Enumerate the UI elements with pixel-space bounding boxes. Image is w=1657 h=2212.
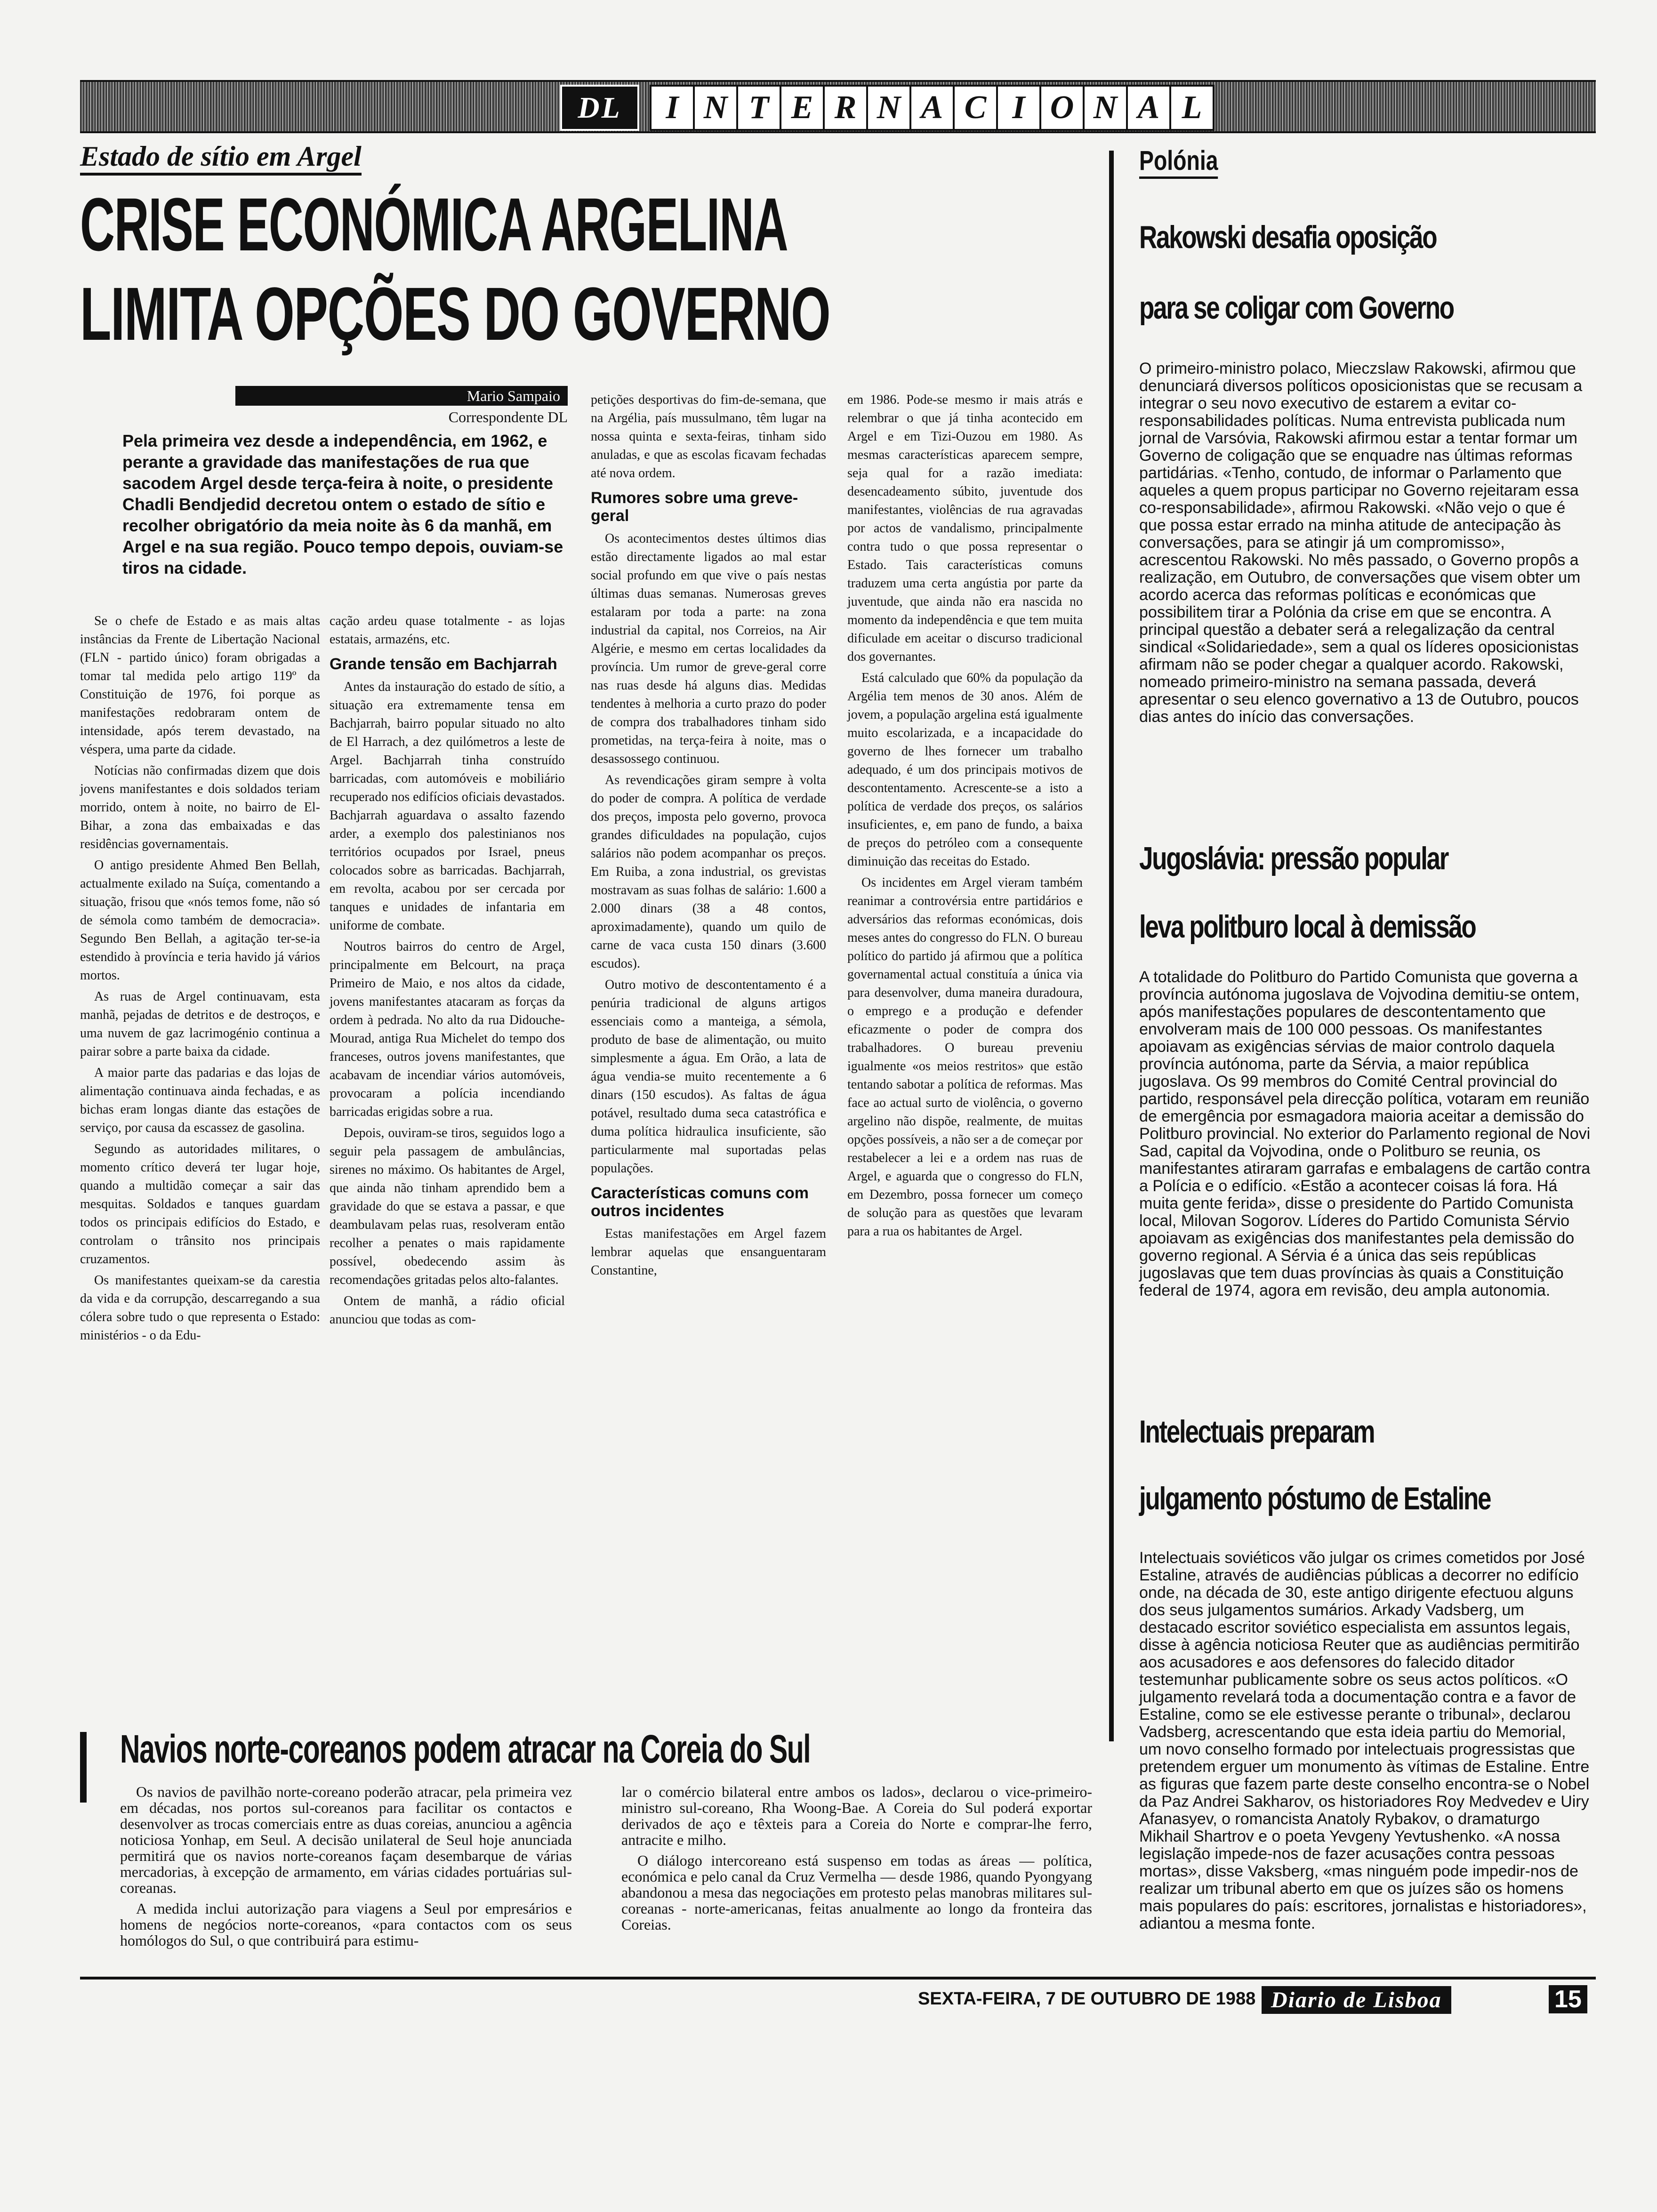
article-column-3: [591, 391, 826, 1282]
rubric-letter: O: [1041, 87, 1085, 129]
paragraph: O antigo presidente Ahmed Ben Bellah, actualmente exilado na Suíça, comentando a situação, frisou que «nós temos fome, não só de sémola como também de democracia». Segundo Ben Bellah, a agitação ter-se-ia estendido à província e teria havido já vários mortos.: [80, 858, 320, 983]
paragraph: As ruas de Argel continuavam, esta manhã, pejadas de detritos e de destroços, e uma nuvem de gaz lacrimogénio continua a pairar sobre a parte baixa da cidade.: [80, 989, 320, 1059]
paragraph: O diálogo intercoreano está suspenso em todas as áreas — política, económica e pelo canal da Cruz Vermelha — desde 1986, quando Pyongyang abandonou a mesa das negociações em protesto pelas manobras militares sul-coreanas - norte-americanas, feitas anualmente ao longo da fronteira das Coreias.: [621, 1852, 1092, 1933]
sidebar-story3-title-1: Intelectuais preparam: [1139, 1414, 1375, 1450]
bottom-story-title: Navios norte-coreanos podem atracar na Coreia do Sul: [120, 1727, 811, 1771]
subheading: Grande tensão em Bachjarrah: [330, 655, 557, 673]
paragraph: Os navios de pavilhão norte-coreano poderão atracar, pela primeira vez em décadas, nos portos sul-coreanos para facilitar os contactos e desenvolver as trocas comerciais entre as duas coreias, anunciou a agência noticiosa Yonhap, em Seul. A decisão unilateral de Seul hoje anunciada permitirá que os navios norte-coreanos façam desembarque de várias mercadorias, à excepção de armamento, em várias cidades portuárias sul-coreanas.: [120, 1783, 572, 1896]
dl-logo: DL: [560, 85, 639, 131]
sidebar-story2-text: A totalidade do Politburo do Partido Comunista que governa a província autónoma jugoslava de Vojvodina demitiu-se ontem, após manifestações populares de descontentamento que envolveram mais de 100 000 pessoas. Os manifestantes apoiavam as exigências sérvias de maior controlo daquela província autónoma, parte da Sérvia, a maior república jugoslava. Os 99 membros do Comité Central provincial do partido, responsável pela direcção política, votaram em reunião de emergência por esmagadora maioria aceitar a demissão do Politburo provincial. No exterior do Parlamento regional de Novi Sad, capital da Vojvodina, onde o Politburo se reunia, os manifestantes atiraram garrafas e embalagens de cartão contra a Polícia e o edifício. «Estão a acontecer coisas lá fora. Há muita gente ferida», disse o presidente do Partido Comunista local, Milovan Sogorov. Líderes do Partido Comunista Sérvio apoiavam as exigências dos manifestantes pela demissão do governo regional. A Sérvia é a única das seis repúblicas jugoslavas que tem duas províncias às quais a Constituição federal de 1974, agora em revisão, deu ampla autonomia.: [1139, 968, 1591, 1299]
subheading: Características comuns com outros incidentes: [591, 1184, 809, 1220]
rubric-letter: I: [998, 87, 1041, 129]
byline-role: Correspondente DL: [448, 409, 568, 425]
paragraph: As revendicações giram sempre à volta do poder de compra. A política de verdade dos preços, imposta pelo governo, provoca grandes dificuldades na população, cujos salários não podem acompanhar os preços. Em Ruiba, a zona industrial, os grevistas mostravam as suas folhas de salário: 1.600 a 2.000 dinars (38 a 48 contos, aproximadamente), quando um quilo de carne de vaca custa 150 dinars (3.600 escudos).: [591, 773, 826, 971]
sidebar-story2-title-1: Jugoslávia: pressão popular: [1139, 841, 1448, 876]
headline-line-2: LIMITA OPÇÕES DO GOVERNO: [80, 272, 830, 356]
rubric-letter: C: [955, 87, 998, 129]
footer-masthead: Diario de Lisboa: [1262, 1986, 1451, 2014]
article-column-4: [847, 391, 1083, 1243]
rubric-letter: A: [911, 87, 955, 129]
rubric-letter: L: [1182, 89, 1202, 126]
sidebar-story1-text: O primeiro-ministro polaco, Mieczslaw Rakowski, afirmou que denunciará diversos políticos oposicionistas que se recusam a integrar o seu novo executivo de estarem a evitar co-responsabilidades políticas. Numa entrevista publicada num jornal de Varsóvia, Rakowski afirmou estar a tentar formar um Governo de coligação que se enquadre nas últimas reformas partidárias. «Tenho, contudo, de informar o Parlamento que aqueles a quem propus participar no Governo rejeitaram essa co-responsabilidade», afirmou Rakowski. «Não vejo o que é que possa estar errado na minha atitude de antecipação às conversações, para se atingir já um compromisso», acrescentou Rakowski. No mês passado, o Governo propôs a realização, em Outubro, de conversações que visem obter um acordo acerca das reformas políticas e económicas que possibilitem tirar a Polónia da crise em que se encontra. A principal questão a debater será a relegalização da central sindical «Solidariedade», sem a qual os líderes oposicionistas afirmam não se poder chegar a qualquer acordo. Rakowski, nomeado primeiro-ministro na semana passada, deverá apresentar o seu elenco governativo a 13 de Outubro, poucos dias antes do início das conversações.: [1139, 360, 1583, 726]
sidebar-story1-title-2: para se coligar com Governo: [1139, 290, 1454, 326]
paragraph: Estas manifestações em Argel fazem lembrar aquelas que ensanguentaram Constantine,: [591, 1226, 826, 1278]
paragraph: Depois, ouviram-se tiros, seguidos logo a seguir pela passagem de ambulâncias, sirenes no máximo. Os habitantes de Argel, que ainda não tinham aprendido bem a gravidade do que se estava a passar, e que deambulavam pelas ruas, resolveram então recolher a penates o mais rapidamente possível, obedecendo assim às recomendações gritadas pelos alto-falantes.: [330, 1126, 565, 1287]
sidebar-story2-title-2: leva politburo local à demissão: [1139, 909, 1476, 945]
rubric-letter: R: [825, 87, 868, 129]
page-number: 15: [1549, 1985, 1587, 2013]
article-column-1: [80, 612, 320, 1347]
paragraph: Os incidentes em Argel vieram também reanimar a controvérsia entre partidários e adversários das reformas económicas, dois meses antes do congresso do FLN. O bureau político do partido já afirmou que a política governamental actual constituía a única via para desenvolver, duma maneira duradoura, o emprego e a produção e defender eficazmente o poder de compra dos trabalhadores. O bureau preveniu igualmente «os meios restritos» que estão tentando sabotar a política de reformas. Mas face ao actual surto de violência, o governo argelino não dispõe, realmente, de muitas opções possíveis, a não ser a de começar por restabelecer a lei e a ordem nas ruas de Argel, e aguarda que o congresso do FLN, em Dezembro, possa fornecer um começo de solução para as questões que levaram para a rua os habitantes de Argel.: [847, 875, 1083, 1239]
rubric-letter: T: [738, 87, 781, 129]
paragraph: cação ardeu quase totalmente - as lojas estatais, armazéns, etc.: [330, 614, 565, 647]
section-rubric: [650, 85, 1215, 131]
rubric-letter: N: [868, 87, 911, 129]
paragraph: Se o chefe de Estado e as mais altas instâncias da Frente de Libertação Nacional (FLN - partido único) foram obrigadas a tomar tal medida pelo artigo 119º da Constituição de 1976, foi porque as manifestações redobraram ontem de intensidade, após terem devastado, na véspera, uma parte da cidade.: [80, 614, 320, 757]
footer-rule: [80, 1977, 1596, 1980]
subheading: Rumores sobre uma greve-geral: [591, 489, 798, 525]
paragraph: Segundo as autoridades militares, o momento crítico deverá ter lugar hoje, quando a multidão começar a sair das mesquitas. Soldados e tanques guardam todos os principais edifícios do Estado, e controlam o trânsito nos principais cruzamentos.: [80, 1142, 320, 1266]
bottom-column-2: [621, 1784, 1092, 1937]
rubric-letter: E: [781, 87, 825, 129]
article-kicker: Estado de sítio em Argel: [80, 140, 362, 176]
footer-date: SEXTA-FEIRA, 7 DE OUTUBRO DE 1988: [918, 1989, 1256, 2009]
bottom-story-marker: [80, 1732, 87, 1803]
sidebar-story3-title-2: julgamento póstumo de Estaline: [1139, 1481, 1491, 1516]
paragraph: petições desportivas do fim-de-semana, que na Argélia, país mussulmano, têm lugar na nossa quinta e sexta-feiras, tinham sido anuladas, e que as escolas ficavam fechadas até nova ordem.: [591, 393, 826, 481]
paragraph: Outro motivo de descontentamento é a penúria tradicional de alguns artigos essenciais como a manteiga, a sémola, produto de base de alimentação, ou muito simplesmente a água. Em Orão, a lata de água vendia-se muito recentemente a 6 dinars (150 escudos). As faltas de água potável, resultado duma seca catastrófica e duma política hidraulica insuficiente, são particularmente mal suportadas pelas populações.: [591, 978, 826, 1176]
bottom-column-1: [120, 1784, 572, 1953]
rubric-letter: N: [1085, 87, 1128, 129]
sidebar-story3-text: Intelectuais soviéticos vão julgar os crimes cometidos por José Estaline, através de audiências públicas a decorrer no edifício onde, na década de 30, este antigo dirigente efectuou alguns dos seus julgamentos sumários. Arkady Vadsberg, um destacado escritor soviético especialista em assuntos legais, disse à agência noticiosa Reuter que as audiências permitirão aos acusadores e aos defensores do falecido ditador testemunhar publicamente sobre os seus actos políticos. «O julgamento revelará toda a documentação contra e a favor de Estaline, como se ele estivesse perante o tribunal», declarou Vadsberg, acrescentando que esta ideia partiu do Memorial, um novo conselho formado por intelectuais progressistas que pretendem erguer um monumento às vítimas de Estaline. Entre as figuras que fazem parte deste conselho encontra-se o Nobel da Paz Andrei Sakharov, os historiadores Roy Medvedev e Uiry Afanasyev, o romancista Anatoly Rybakov, o dramaturgo Mikhail Shartrov e o poeta Yevgeny Yevtushenko. «A nossa legislação impede-nos de fazer acusações contra pessoas mortas», disse Vaksberg, «mas ninguém pode impedir-nos de realizar um tribunal aberto em que os juízes são os homens mais populares do país: escritores, jornalistas e historiadores», adiantou a mesma fonte.: [1139, 1549, 1590, 1932]
paragraph: em 1986. Pode-se mesmo ir mais atrás e relembrar o que já tinha acontecido em Argel e em Tizi-Ouzou em 1980. As mesmas características aparecem sempre, seja qual for a razão imediata: desencadeamento súbito, juventude dos manifestantes, violências de rua agravadas por actos de vandalismo, principalmente contra tudo o que possa representar o Estado. Tais características comuns traduzem uma certa angústia por parte da juventude, que ainda não era nascida no momento da independência e que tem muita dificulade em aceitar o discurso tradicional dos governantes.: [847, 393, 1083, 664]
sidebar-label: Polónia: [1139, 145, 1218, 179]
article-column-2: [330, 612, 565, 1331]
paragraph: Os manifestantes queixam-se da carestia da vida e da corrupção, descarregando a sua cólera sobre tudo o que representa o Estado: ministérios - o da Edu-: [80, 1273, 320, 1343]
paragraph: Está calculado que 60% da população da Argélia tem menos de 30 anos. Além de jovem, a população argelina está igualmente muito escolarizada, e a incapacidade do governo de lhes fornecer um trabalho adequado, é um dos principais motivos de descontentamento. Acrescente-se a isto a política de verdade dos preços, os salários insuficientes, e, em pano de fundo, a baixa de preços do petróleo com a consequente diminuição das receitas do Estado.: [847, 671, 1083, 869]
headline-line-1: CRISE ECONÓMICA ARGELINA: [80, 182, 788, 266]
paragraph: Ontem de manhã, a rádio oficial anunciou que todas as com-: [330, 1294, 565, 1327]
sidebar-story1-title-1: Rakowski desafia oposição: [1139, 219, 1437, 255]
rubric-letter: I: [652, 87, 695, 129]
paragraph: Noutros bairros do centro de Argel, principalmente em Belcourt, na praça Primeiro de Maio, e nos altos da cidade, jovens manifestantes atacaram as forças da ordem à pedrada. No alto da rua Didouche-Mourad, antiga Rua Michelet do tempo dos franceses, outros jovens manifestantes, que acabavam de incendiar vários automóveis, provocaram a polícia incendiando barricadas erigidas sobre a rua.: [330, 939, 565, 1119]
byline: Mario Sampaio: [235, 386, 568, 406]
paragraph: Notícias não confirmadas dizem que dois jovens manifestantes e dois soldados teriam morrido, ontem à noite, no bairro de El-Bihar, a zona das embaixadas e das residências governamentais.: [80, 763, 320, 851]
paragraph: A medida inclui autorização para viagens a Seul por empresários e homens de negócios norte-coreanos, «para contactos com os seus homólogos do Sul, o que contribuirá para estimu-: [120, 1900, 572, 1949]
paragraph: A maior parte das padarias e das lojas de alimentação continuava ainda fechadas, e as bichas eram longas diante das estações de serviço, por causa da escassez de gasolina.: [80, 1066, 320, 1135]
sidebar-divider: [1109, 151, 1114, 1741]
paragraph: lar o comércio bilateral entre ambos os lados», declarou o vice-primeiro-ministro sul-coreano, Rha Woong-Bae. A Coreia do Sul poderá exportar derivados de aço e têxteis para a Coreia do Norte e comprar-lhe ferro, antracite e milho.: [621, 1783, 1092, 1848]
paragraph: Os acontecimentos destes últimos dias estão directamente ligados ao mal estar social profundo em que vive o país nestas últimas duas semanas. Numerosas greves estalaram por toda a parte: na zona industrial da capital, nos Correios, na Air Algérie, e mesmo em certas localidades da província. Um rumor de greve-geral corre nas ruas desde há alguns dias. Medidas tendentes à melhoria a curto prazo do poder de compra dos trabalhadores tinham sido prometidas, na terça-feira à noite, mas o desassossego continuou.: [591, 531, 826, 766]
article-lead: Pela primeira vez desde a independência, em 1962, e perante a gravidade das manifestações de rua que sacodem Argel desde terça-feira à noite, o presidente Chadli Bendjedid decretou ontem o estado de sítio e recolher obrigatório da meia noite às 6 da manhã, em Argel e na sua região. Pouco tempo depois, ouviam-se tiros na cidade.: [122, 431, 563, 577]
paragraph: Antes da instauração do estado de sítio, a situação era extremamente tensa em Bachjarrah, bairro popular situado no alto de El Harrach, a dez quilómetros a leste de Argel. Bachjarrah tinha construído barricadas, com automóveis e mobiliário recuperado nos edifícios oficiais devastados. Bachjarrah aguardava o assalto fazendo arder, a exemplo dos palestinianos nos territórios ocupados por Israel, pneus colocados sobre as barricadas. Bachjarrah, em revolta, acabou por ser cercada por tanques e unidades de infantaria em uniforme de combate.: [330, 680, 565, 933]
rubric-letter: A: [1128, 87, 1171, 129]
rubric-letter: N: [695, 87, 738, 129]
